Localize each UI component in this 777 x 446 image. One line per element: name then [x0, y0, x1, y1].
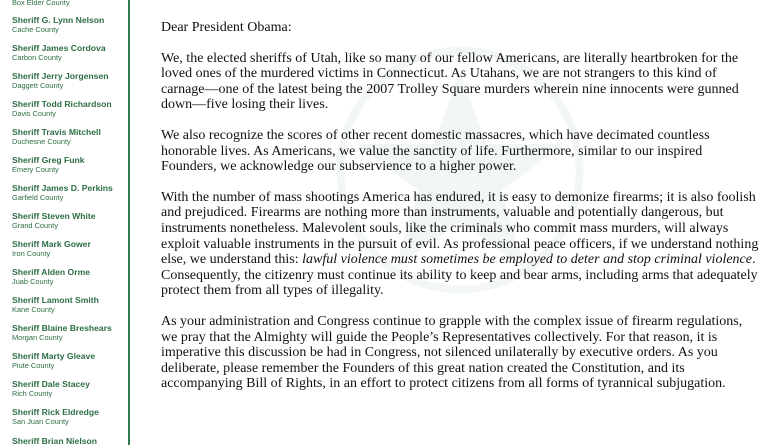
sheriff-name: Sheriff James Cordova	[12, 43, 106, 53]
sheriff-county: Emery County	[12, 165, 59, 174]
sheriff-name: Sheriff Dale Stacey	[12, 379, 90, 389]
salutation: Dear President Obama:	[161, 20, 292, 35]
sheriff-entry	[12, 127, 128, 146]
sheriff-entry	[12, 351, 128, 370]
sheriff-county: Piute County	[12, 361, 55, 370]
sheriff-county: Davis County	[12, 109, 56, 118]
sheriff-name: Sheriff Alden Orme	[12, 267, 90, 277]
sheriff-county: Carbon County	[12, 53, 62, 62]
sheriff-entry	[12, 267, 128, 286]
sheriff-name: Sheriff Blaine Breshears	[12, 323, 112, 333]
sheriff-entry	[12, 99, 128, 118]
sheriff-county: Rich County	[12, 389, 53, 398]
paragraph-2: We also recognize the scores of other recent domestic massacres, which have decimated countless honorable lives. As Americans, we value the sanctity of life. Furthermore, similar to our inspired Founders, we acknowledge our subservience to a higher power.	[161, 127, 710, 175]
sheriff-entry	[12, 323, 128, 342]
sheriff-entry	[12, 239, 128, 258]
sheriff-county: Iron County	[12, 249, 51, 258]
sheriff-name: Sheriff Jerry Jorgensen	[12, 71, 109, 81]
sheriff-name: Sheriff Marty Gleave	[12, 351, 96, 361]
sheriff-name: Sheriff Steven White	[12, 211, 96, 221]
sheriff-name: Sheriff Todd Richardson	[12, 99, 112, 109]
sheriff-name: Sheriff James D. Perkins	[12, 183, 113, 193]
sheriff-county: San Juan County	[12, 417, 69, 426]
sheriff-entry	[12, 155, 128, 174]
sheriff-county: Kane County	[12, 305, 55, 314]
sheriff-entry	[12, 183, 128, 202]
paragraph-3-start: With the number of mass shootings America has endured, it is easy to demonize firearms; it is also foolish and prejudiced. Firearms are nothing more than instruments, valuable and potentially dangerous, but instruments nonetheless. Malevolent souls, like the criminals who commit mass murders, will always exploit valuable instruments in the pursuit of evil. As professional peace officers, if we understand nothing else, we understand this:	[161, 189, 759, 268]
paragraph-1: We, the elected sheriffs of Utah, like so many of our fellow Americans, are literally heartbroken for the loved ones of the murdered victims in Connecticut. As Utahans, we are not strangers to this kind of carnage—one of the latest being the 2007 Trolley Square murders wherein nine innocents were gunned down—five losing their lives.	[161, 50, 739, 113]
letter-body	[161, 20, 761, 407]
sheriff-entry	[12, 407, 128, 426]
sheriff-name: Sheriff G. Lynn Nelson	[12, 15, 105, 25]
sheriff-name: Sheriff Lamont Smith	[12, 295, 99, 305]
paragraph-3-emphasis: lawful violence must sometimes be employed to deter and stop criminal violence	[302, 252, 752, 268]
sheriff-name: Sheriff Travis Mitchell	[12, 127, 101, 137]
sheriff-entry	[12, 71, 128, 90]
sheriff-entry	[12, 15, 128, 34]
sheriff-entry	[12, 43, 128, 62]
sheriff-county: Morgan County	[12, 333, 63, 342]
sheriff-name: Sheriff Brian Nielson	[12, 436, 97, 446]
sheriff-county: Grand County	[12, 221, 59, 230]
paragraph-3	[161, 190, 761, 299]
sheriff-entry-top	[12, 0, 128, 7]
sheriff-name: Sheriff Rick Eldredge	[12, 407, 99, 417]
sheriff-county: Box Elder County	[12, 0, 70, 7]
paragraph-3-end: . Consequently, the citizenry must continue its ability to keep and bear arms, including arms that adequately protect them from all types of illegality.	[161, 252, 758, 299]
sheriff-entry	[12, 295, 128, 314]
paragraph-4: As your administration and Congress continue to grapple with the complex issue of firearm regulations, we pray that the Almighty will guide the People’s Representatives collectively. For that reason, it is imperative this discussion be had in Congress, not silenced unilaterally by executive orders. As you deliberate, please remember the Founders of this great nation created the Constitution, and its accompanying Bill of Rights, in an effort to protect citizens from all forms of tyrannical subjugation.	[161, 313, 743, 392]
sheriff-county: Duchesne County	[12, 137, 71, 146]
sheriff-county: Cache County	[12, 25, 59, 34]
sheriff-entry	[12, 211, 128, 230]
sheriff-county: Daggett County	[12, 81, 64, 90]
sheriff-county: Garfield County	[12, 193, 64, 202]
sheriff-name: Sheriff Mark Gower	[12, 239, 91, 249]
sheriff-name: Sheriff Greg Funk	[12, 155, 85, 165]
sheriff-sidebar	[0, 0, 130, 445]
sheriff-county: Juab County	[12, 277, 54, 286]
sheriff-entry	[12, 379, 128, 398]
